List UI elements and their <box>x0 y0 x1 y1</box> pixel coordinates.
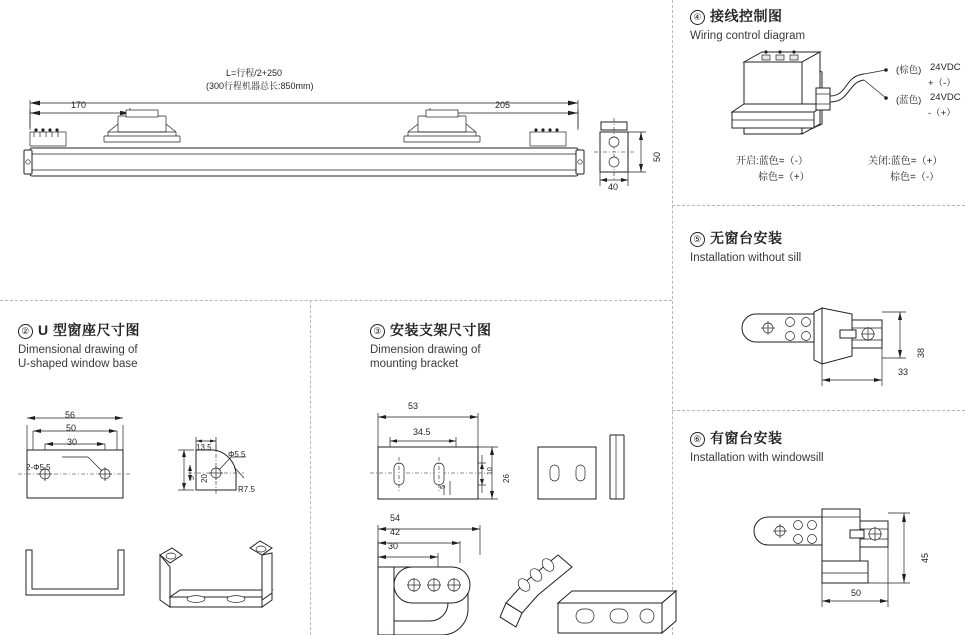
section-6-title-en: Installation with windowsill <box>690 452 824 464</box>
divider-horizontal-right-2 <box>672 410 965 411</box>
section-2-title-en-1: Dimensional drawing of <box>18 344 138 356</box>
dim-br-26: 26 <box>502 474 511 483</box>
section-3-title-en-2: mounting bracket <box>370 358 459 371</box>
dim-u-30: 30 <box>67 437 78 447</box>
dim-u-50: 50 <box>66 423 77 433</box>
dim-u-r7-5: R7.5 <box>238 485 255 494</box>
dim-s5-33: 33 <box>898 367 909 377</box>
section-5-title <box>690 228 801 265</box>
dim-u-56: 56 <box>65 410 76 420</box>
section-6-number: ⑥ <box>690 432 705 447</box>
dim-height-50: 50 <box>652 151 662 162</box>
u-window-base-drawing <box>0 395 310 635</box>
section-4-title-en: Wiring control diagram <box>690 30 806 42</box>
state-close-sub: 棕色=（-） <box>890 172 940 183</box>
dim-s6-45: 45 <box>920 552 930 563</box>
section-2-title <box>18 320 140 372</box>
dim-br-5: 5 <box>440 485 447 489</box>
wire-brown-cn: (棕色) <box>896 65 922 76</box>
wire-brown-voltage: 24VDC <box>930 62 961 73</box>
dim-s6-50: 50 <box>851 588 862 598</box>
dim-u-hole-note: 2-Φ5.5 <box>26 463 51 472</box>
section-5-title-en: Installation without sill <box>690 252 802 264</box>
section-2-title-cn: ② U 型窗座尺寸图 <box>18 320 140 340</box>
state-open-label: 开启:蓝色=（-） <box>736 156 808 167</box>
state-open-sub: 棕色=（+） <box>758 172 810 183</box>
dim-u-phi5-5: Φ5.5 <box>228 450 246 459</box>
wire-blue-cn: (蓝色) <box>896 95 922 106</box>
dim-170: 170 <box>71 100 87 110</box>
dim-br-53: 53 <box>408 401 419 411</box>
wire-brown-sign: +（-） <box>928 78 956 89</box>
dim-width-40: 40 <box>608 182 619 192</box>
mounting-bracket-drawing <box>310 395 672 635</box>
dim-overall-length-line1: L=行程/2+250 <box>226 68 283 78</box>
install-with-windowsill-drawing <box>672 495 965 635</box>
wire-blue-voltage: 24VDC <box>930 92 961 103</box>
actuator-overall-drawing <box>0 0 672 300</box>
section-3-number: ③ <box>370 324 385 339</box>
dim-br-30: 30 <box>388 541 399 551</box>
dim-br-42: 42 <box>390 527 401 537</box>
section-4-number: ④ <box>690 10 705 25</box>
dim-br-10: 10 <box>487 467 494 475</box>
section-6-title-cn: ⑥ 有窗台安装 <box>690 428 824 448</box>
dim-u-13-5: 13.5 <box>196 443 212 452</box>
dim-br-54: 54 <box>390 513 401 523</box>
dim-overall-length-line2: (300行程机器总长:850mm) <box>206 81 314 91</box>
section-2-title-en-2: U-shaped window base <box>18 358 138 371</box>
dim-205: 205 <box>495 100 511 110</box>
section-2-number: ② <box>18 324 33 339</box>
section-4-title-cn: ④ 接线控制图 <box>690 6 805 26</box>
wire-blue-sign: -（+） <box>928 108 956 119</box>
dim-br-34-5: 34.5 <box>413 427 431 437</box>
section-3-title-en-1: Dimension drawing of <box>370 344 481 356</box>
section-5-number: ⑤ <box>690 232 705 247</box>
section-3-title-cn: ③ 安装支架尺寸图 <box>370 320 492 340</box>
dim-u-5: 5 <box>189 476 196 480</box>
divider-horizontal-left <box>0 300 672 301</box>
divider-horizontal-right-1 <box>672 205 965 206</box>
section-5-title-cn: ⑤ 无窗台安装 <box>690 228 801 248</box>
section-3-title <box>370 320 492 372</box>
section-6-title <box>690 428 824 465</box>
dim-s5-38: 38 <box>916 347 926 358</box>
state-close-label: 关闭:蓝色=（+） <box>868 156 943 167</box>
dim-u-20: 20 <box>200 474 209 483</box>
